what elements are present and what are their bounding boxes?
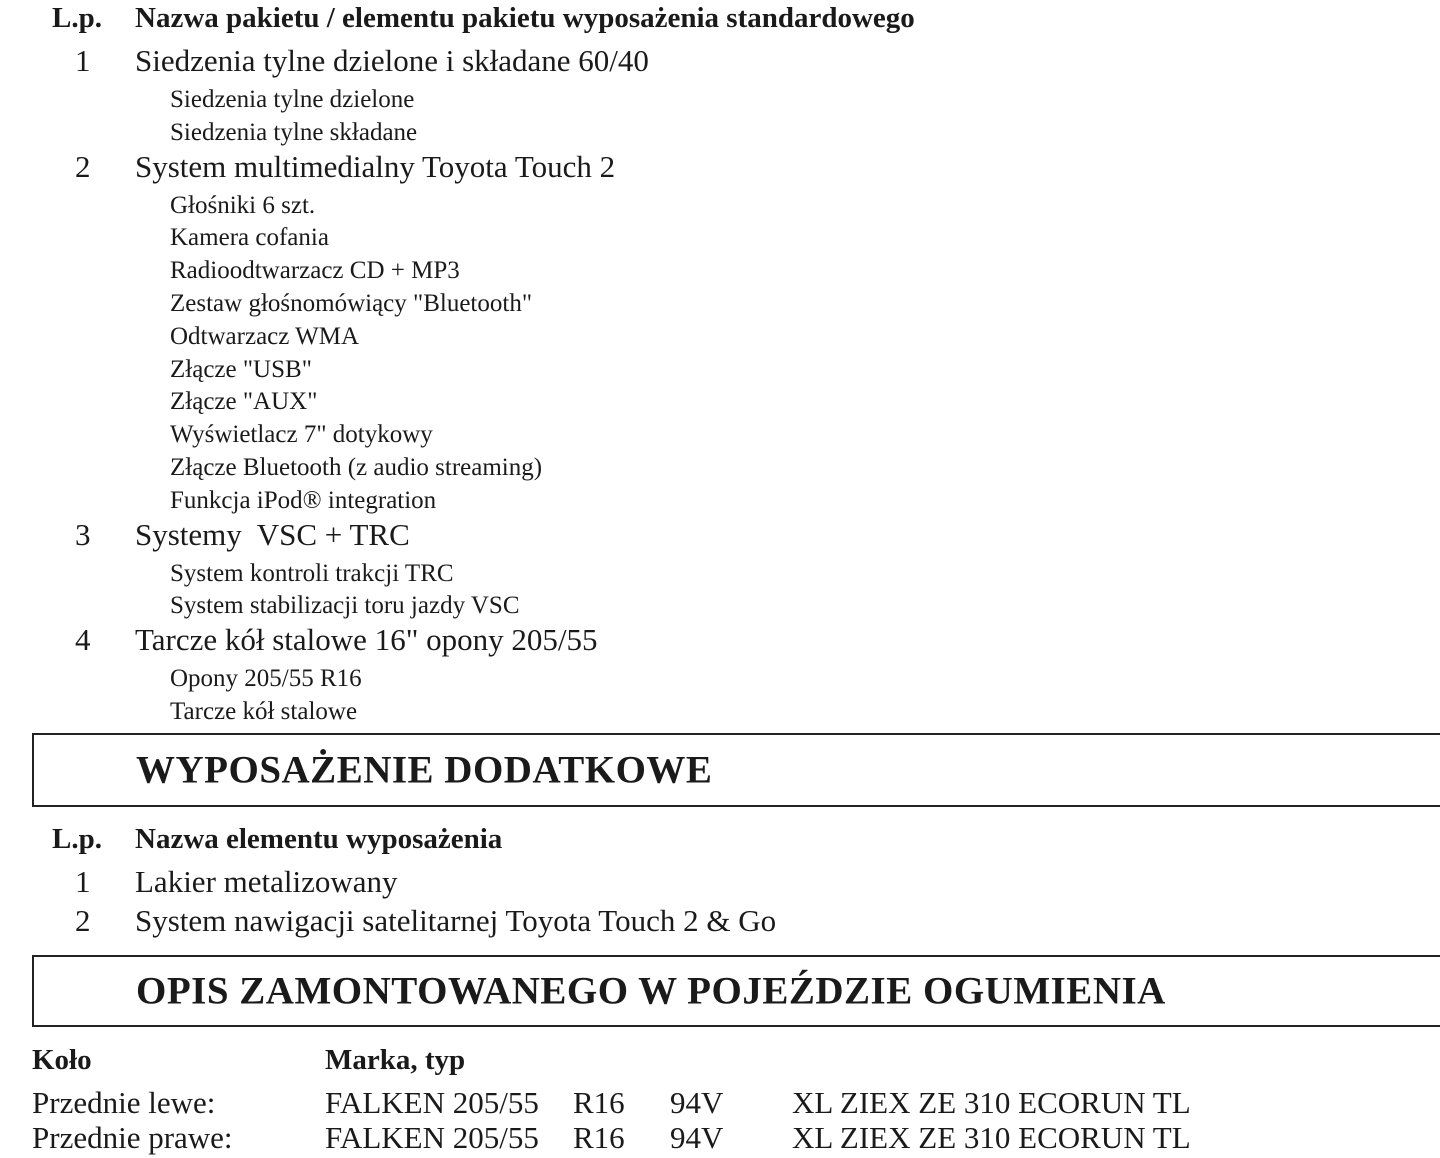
package-element: System kontroli trakcji TRC xyxy=(170,559,454,587)
tyre-rim: R16 xyxy=(573,1120,625,1155)
equipment-name: System nawigacji satelitarnej Toyota Touch 2 & Go xyxy=(135,903,777,938)
item-number: 2 xyxy=(75,903,91,938)
section-box-additional xyxy=(32,733,1440,807)
item-number: 2 xyxy=(75,148,91,184)
section-title: WYPOSAŻENIE DODATKOWE xyxy=(136,748,713,792)
tyre-index: 94V xyxy=(670,1120,724,1155)
item-number: 1 xyxy=(75,864,91,899)
column-header-lp: L.p. xyxy=(52,2,102,34)
tyre-model: XL ZIEX ZE 310 ECORUN TL xyxy=(792,1085,1191,1120)
package-element: System stabilizacji toru jazdy VSC xyxy=(170,592,520,620)
package-element: Wyświetlacz 7" dotykowy xyxy=(170,421,433,449)
item-number: 3 xyxy=(75,516,91,552)
item-number: 4 xyxy=(75,622,91,658)
package-name: Tarcze kół stalowe 16" opony 205/55 xyxy=(135,622,598,658)
package-name: System multimedialny Toyota Touch 2 xyxy=(135,148,616,184)
tyre-wheel: Przednie prawe: xyxy=(32,1120,233,1155)
package-element: Złącze Bluetooth (z audio streaming) xyxy=(170,454,543,481)
item-number: 1 xyxy=(75,43,91,78)
tyre-brand: FALKEN 205/55 xyxy=(325,1085,539,1120)
package-element: Siedzenia tylne dzielone xyxy=(170,86,415,113)
tyre-model: XL ZIEX ZE 310 ECORUN TL xyxy=(792,1120,1191,1155)
tyre-brand: FALKEN 205/55 xyxy=(325,1120,539,1155)
section-title: OPIS ZAMONTOWANEGO W POJEŹDZIE OGUMIENIA xyxy=(136,969,1166,1013)
package-element: Kamera cofania xyxy=(170,224,329,252)
tyre-wheel: Przednie lewe: xyxy=(32,1085,216,1120)
package-element: Tarcze kół stalowe xyxy=(170,698,358,725)
column-header-name: Nazwa pakietu / elementu pakietu wyposażenia standardowego xyxy=(135,2,915,34)
column-header-brand: Marka, typ xyxy=(325,1044,466,1076)
package-name: Siedzenia tylne dzielone i składane 60/40 xyxy=(135,43,649,78)
package-element: Radioodtwarzacz CD + MP3 xyxy=(170,257,460,285)
package-element: Siedzenia tylne składane xyxy=(170,118,418,146)
equipment-name: Lakier metalizowany xyxy=(135,864,398,899)
package-element: Głośniki 6 szt. xyxy=(170,191,316,219)
tyre-rim: R16 xyxy=(573,1085,625,1120)
package-element: Odtwarzacz WMA xyxy=(170,322,360,350)
package-element: Złącze "USB" xyxy=(170,355,312,383)
package-element: Opony 205/55 R16 xyxy=(170,665,362,693)
package-element: Złącze "AUX" xyxy=(170,388,318,416)
tyre-index: 94V xyxy=(670,1085,724,1120)
section-box-tyres xyxy=(32,955,1440,1027)
column-header-name: Nazwa elementu wyposażenia xyxy=(135,823,503,855)
column-header-lp: L.p. xyxy=(52,823,102,855)
package-name: Systemy VSC + TRC xyxy=(135,516,410,552)
package-element: Funkcja iPod® integration xyxy=(170,486,437,514)
column-header-wheel: Koło xyxy=(32,1044,92,1076)
package-element: Zestaw głośnomówiący "Bluetooth" xyxy=(170,290,533,317)
